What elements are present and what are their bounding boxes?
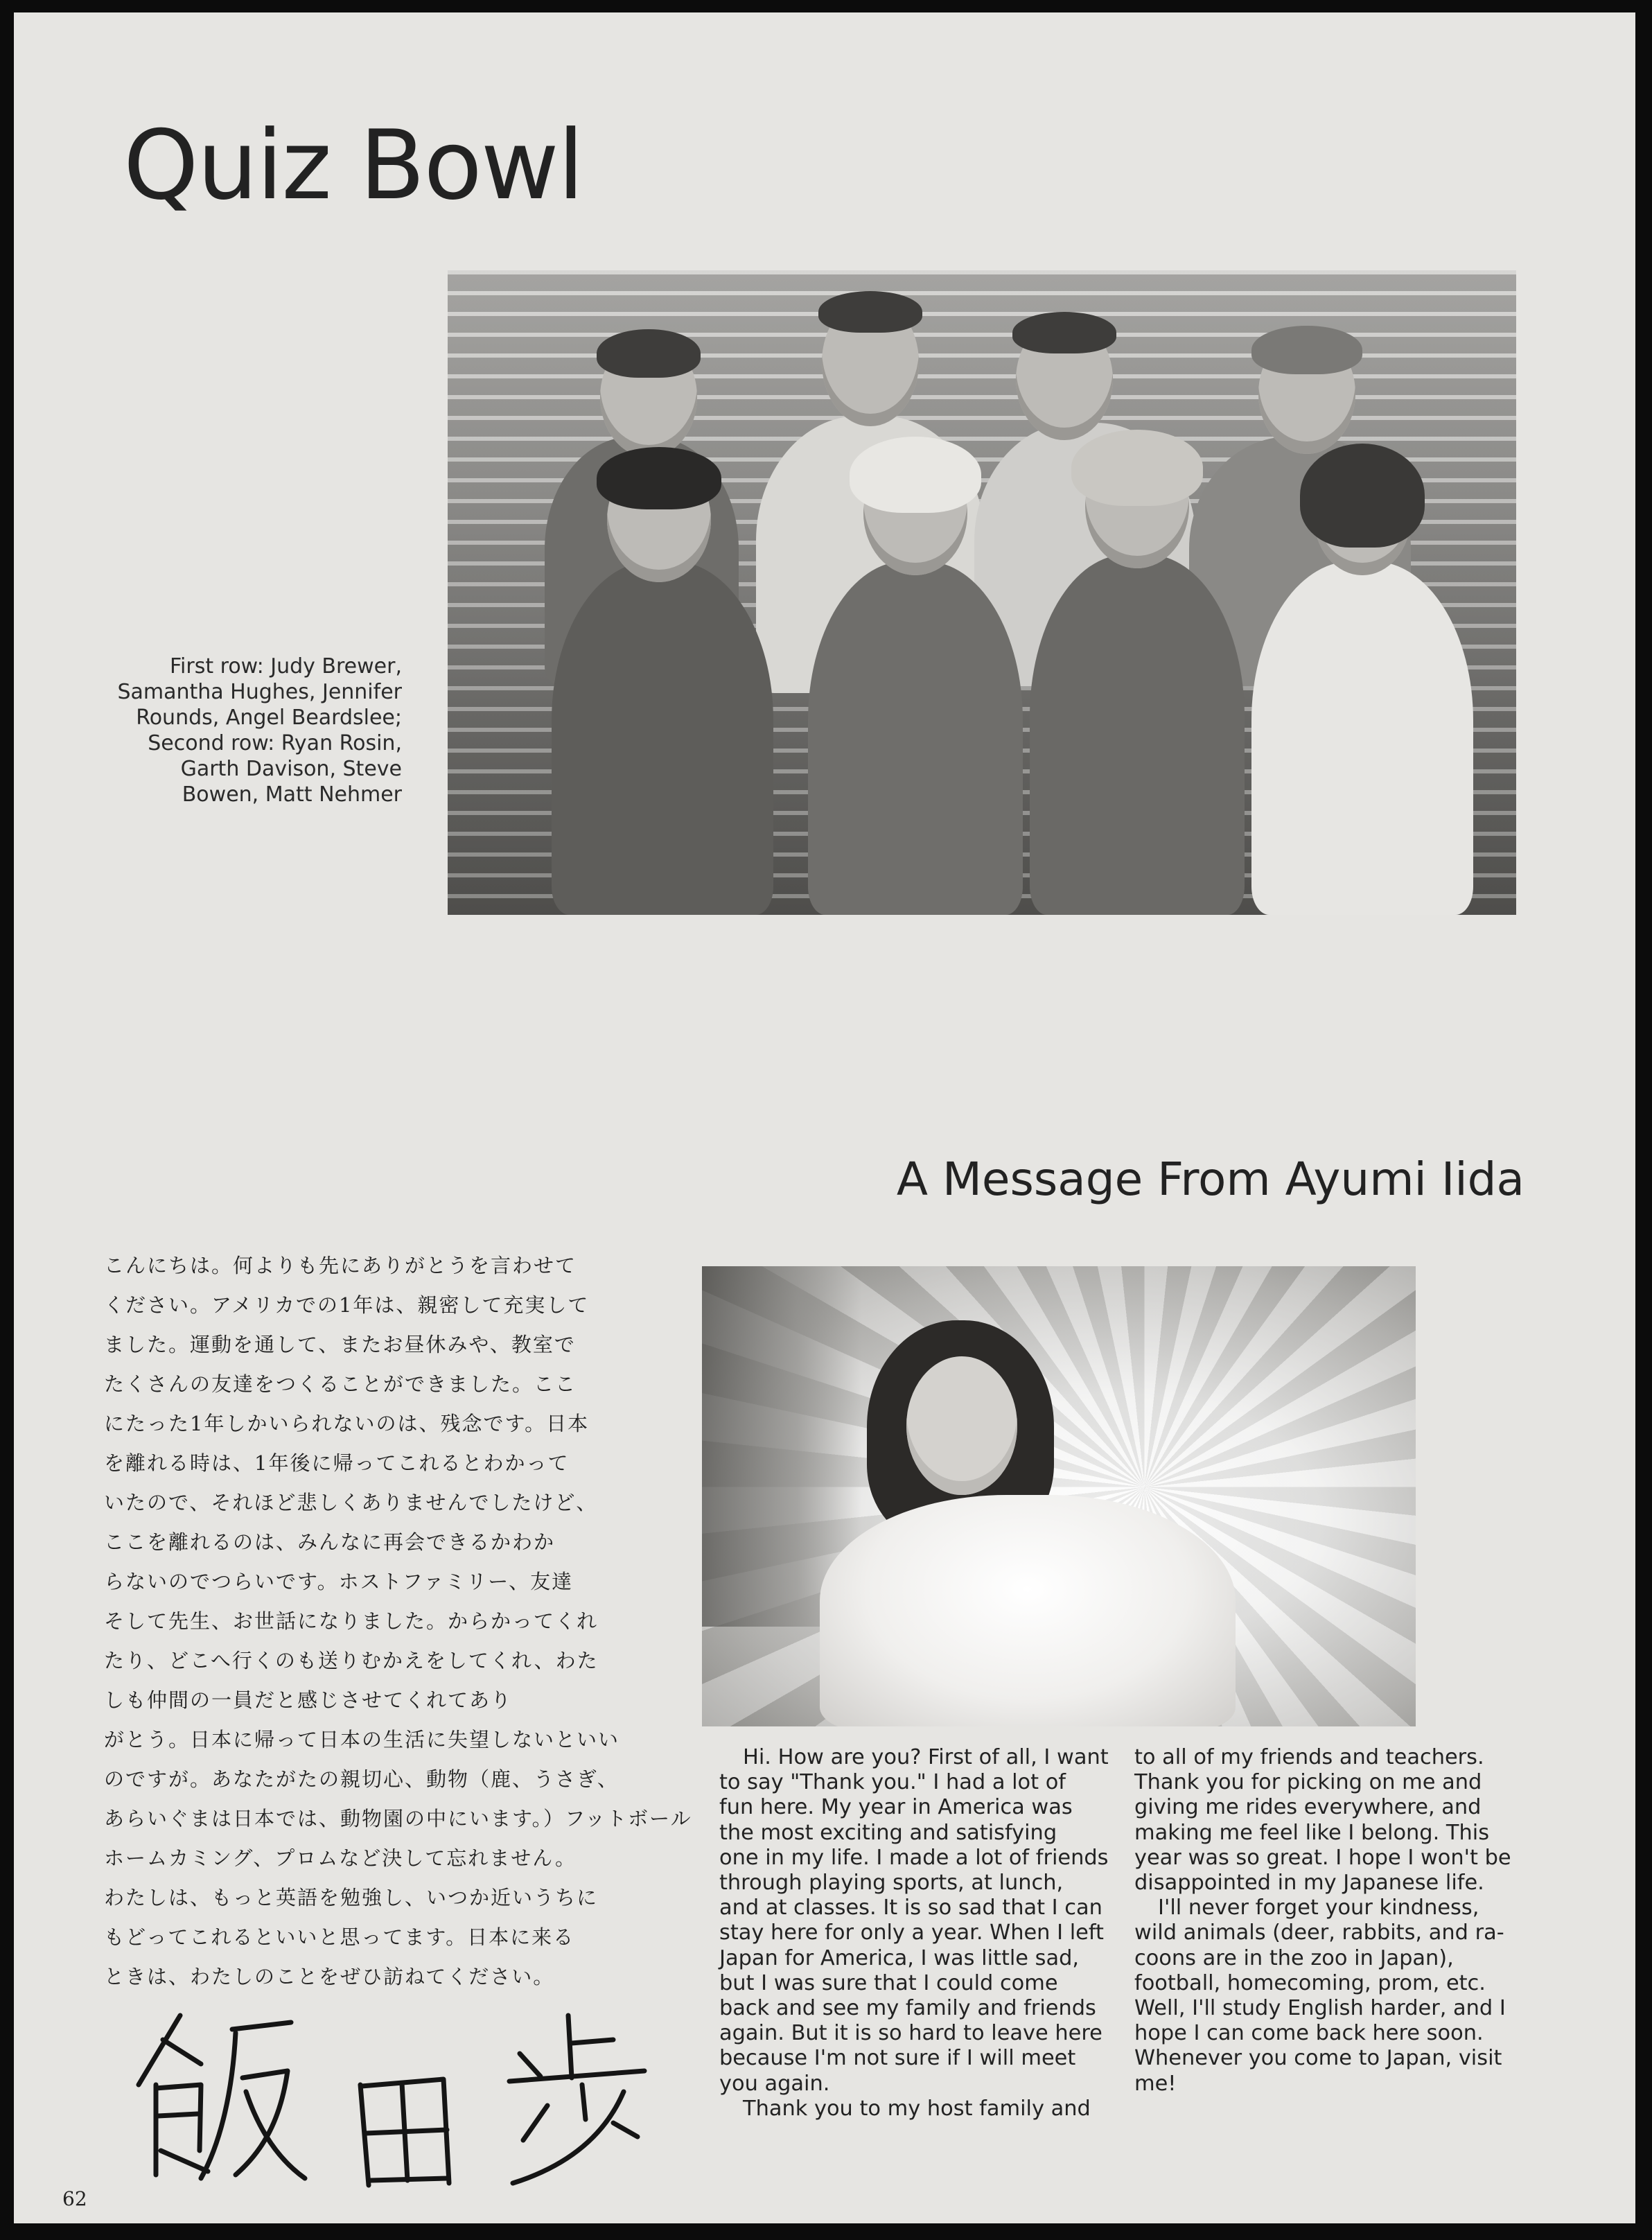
letter-line: ホームカミング、プロムなど決して忘れません。 [104,1846,577,1870]
ayumi-portrait-photo [702,1266,1416,1726]
team-member-hair [1012,312,1116,353]
message-line: Well, I'll study English harder, and I [1134,1996,1506,2021]
team-member-figure [1030,554,1245,915]
message-line: one in my life. I made a lot of friends [719,1845,1109,1870]
message-line: Thank you to my host family and [743,2096,1091,2121]
caption-line: Bowen, Matt Nehmer [182,782,402,807]
letter-line: たくさんの友達をつくることができました。ここ [104,1372,577,1396]
letter-line: らないのでつらいです。ホストファミリー、友達 [104,1570,574,1593]
letter-line: のですが。あなたがたの親切心、動物（鹿、うさぎ、 [104,1767,619,1791]
team-photo-caption [55,654,402,807]
message-line: to say "Thank you." I had a lot of [719,1770,1066,1795]
letter-line: そして先生、お世話になりました。からかってくれ [104,1609,599,1633]
letter-line: ときは、わたしのことをぜひ訪ねてください。 [104,1965,555,1988]
letter-line: あらいぐまは日本では、動物園の中にいます。）フットボール [104,1807,692,1830]
message-line: fun here. My year in America was [719,1795,1073,1820]
team-member-hair [818,291,922,333]
message-line: Japan for America, I was little sad, [719,1945,1080,1970]
letter-line: しも仲間の一員だと感じさせてくれてあり [104,1688,513,1712]
page-title: Quiz Bowl [123,110,583,221]
message-line: me! [1134,2071,1177,2096]
letter-line: ここを離れるのは、みんなに再会できるかわか [104,1530,556,1554]
message-line: stay here for only a year. When I left [719,1920,1104,1945]
white-dress [820,1495,1236,1726]
message-line: year was so great. I hope I won't be [1134,1845,1511,1870]
team-member-hair [1300,444,1425,548]
english-message-column-left [719,1745,1109,2121]
message-line: Hi. How are you? First of all, I want [743,1745,1109,1769]
message-line: Whenever you come to Japan, visit [1134,2046,1502,2071]
japanese-letter [104,1246,692,1997]
message-line: you again. [719,2071,830,2096]
letter-line: こんにちは。何よりも先にありがとうを言わせて [104,1254,577,1277]
caption-line: Garth Davison, Steve [180,757,402,781]
team-member-hair [850,437,981,513]
message-line: making me feel like I belong. This [1134,1820,1490,1845]
message-line: through playing sports, at lunch, [719,1871,1064,1896]
caption-line: Rounds, Angel Beardslee; [136,706,402,730]
message-line: the most exciting and satisfying [719,1820,1057,1845]
caption-line: Second row: Ryan Rosin, [148,731,402,755]
message-line: hope I can come back here soon. [1134,2021,1484,2046]
letter-line: がとう。日本に帰って日本の生活に失望しないといい [104,1728,620,1751]
letter-line: わたしは、もっと英語を勉強し、いつか近いうちに [104,1886,599,1909]
message-line: disappointed in my Japanese life. [1134,1871,1484,1896]
team-member-hair [1251,326,1362,374]
letter-line: いたので、それほど悲しくありませんでしたけど、 [104,1491,598,1514]
yearbook-page [14,12,1635,2223]
letter-line: ました。運動を通して、またお昼休みや、教室で [104,1333,576,1356]
letter-line: を離れる時は、1年後に帰ってこれるとわかって [104,1451,570,1475]
message-line: Thank you for picking on me and [1134,1770,1482,1795]
message-line: back and see my family and friends [719,1996,1096,2021]
message-line: giving me rides everywhere, and [1134,1795,1482,1820]
letter-line: にたった1年しかいられないのは、残念です。日本 [104,1412,590,1435]
message-line: and at classes. It is so sad that I can [719,1896,1102,1920]
caption-line: Samantha Hughes, Jennifer [117,680,402,704]
caption-line: First row: Judy Brewer, [169,654,402,679]
letter-line: もどってこれるといいと思ってます。日本に来る [104,1925,575,1949]
letter-line: たり、どこへ行くのも送りむかえをしてくれ、わた [104,1649,599,1672]
handwritten-signature [97,2002,721,2189]
team-member-hair [597,329,701,378]
message-line: because I'm not sure if I will meet [719,2046,1076,2071]
message-line: but I was sure that I could come [719,1970,1058,1995]
message-line: I'll never forget your kindness, [1158,1896,1479,1920]
team-member-figure [552,561,773,915]
team-member-figure [1251,561,1473,915]
letter-line: ください。アメリカでの1年は、親密して充実して [104,1293,590,1317]
page-number: 62 [62,2187,87,2210]
message-line: to all of my friends and teachers. [1134,1745,1484,1769]
message-line: wild animals (deer, rabbits, and ra- [1134,1920,1504,1945]
team-member-hair [597,447,721,509]
english-message-column-right [1134,1745,1511,2097]
portrait-face [906,1356,1017,1495]
message-line: again. But it is so hard to leave here [719,2021,1102,2046]
message-line: football, homecoming, prom, etc. [1134,1970,1486,1995]
quiz-bowl-team-photo [448,270,1516,915]
message-heading: A Message From Ayumi Iida [896,1153,1524,1206]
team-member-hair [1071,430,1203,506]
message-line: coons are in the zoo in Japan), [1134,1945,1454,1970]
team-member-figure [808,561,1023,915]
